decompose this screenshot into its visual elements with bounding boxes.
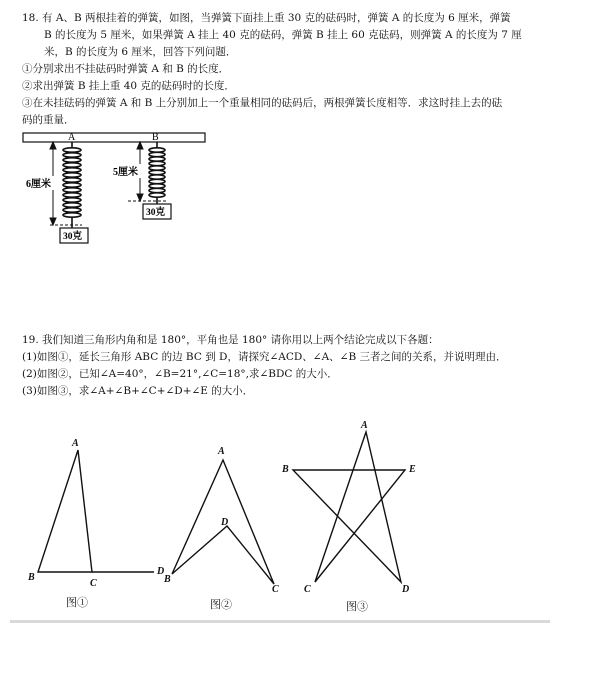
q18-line-3: 米，B 的长度为 6 厘米，回答下列问题． [44,46,237,58]
q19-part-1: (1)如图①，延长三角形 ABC 的边 BC 到 D，请探究∠ACD、∠A、∠B 三者之间的关系，并说明理由． [22,351,507,363]
spring-a-length: 6厘米 [26,179,51,190]
fig3-label-a: A [361,420,368,431]
fig2-caption: 图② [210,599,232,611]
fig2-label-c: C [272,584,279,595]
geometry-figures [20,412,460,617]
q19-line-1: 19. 我们知道三角形内角和是 180°，平角也是 180° 请你用以上两个结论完成以下各题： [22,334,439,346]
fig1-triangle [38,450,92,572]
fig3-label-d: D [402,584,410,595]
fig3-label-b: B [282,464,289,475]
fig1-label-d: D [157,566,165,577]
fig2-label-b: B [164,574,171,585]
q19-part-3: (3)如图③，求∠A+∠B+∠C+∠D+∠E 的大小． [22,385,254,397]
fig3-star [293,432,405,582]
question-19 [22,332,507,400]
spring-a-label: A [68,132,76,143]
fig1-label-b: B [28,572,35,583]
q18-line-2: B 的长度为 5 厘米，如果弹簧 A 挂上 40 克的砝码，弹簧 B 挂上 60 克砝码，则弹簧 A 的长度为 7 厘 [44,29,522,41]
ceiling-bar [23,133,205,142]
spring-b-label: B [152,132,159,143]
fig3-label-c: C [304,584,311,595]
bottom-divider [10,620,550,623]
spring-a [63,142,81,228]
fig1-label-a: A [72,438,79,449]
q18-sub-3: ③在未挂砝码的弹簧 A 和 B 上分别加上一个重量相同的砝码后，两根弹簧长度相等．求这时挂上去的砝 [22,97,503,109]
q18-sub-2: ②求出弹簧 B 挂上重 40 克的砝码时的长度． [22,80,235,92]
question-18 [22,10,522,129]
fig3-label-e: E [409,464,416,475]
spring-figure [20,128,220,248]
fig1-caption: 图① [66,597,88,609]
fig2-label-a: A [218,446,225,457]
spring-b [149,142,165,204]
q18-sub-3-cont: 码的重量． [22,114,75,126]
q19-part-2: (2)如图②，已知∠A=40°，∠B=21°,∠C=18°,求∠BDC 的大小． [22,368,338,380]
weight-a-label: 30克 [63,232,83,242]
weight-b-label: 30克 [146,208,166,218]
fig3-caption: 图③ [346,601,368,613]
fig1-label-c: C [90,578,97,589]
fig2-label-d: D [221,517,229,528]
q18-sub-1: ①分别求出不挂砝码时弹簧 A 和 B 的长度． [22,63,230,75]
q18-line-1: 18. 有 A、B 两根挂着的弹簧，如图，当弹簧下面挂上重 30 克的砝码时，弹簧 A 的长度为 6 厘米，弹簧 [22,12,511,24]
spring-b-length: 5厘米 [113,167,138,178]
